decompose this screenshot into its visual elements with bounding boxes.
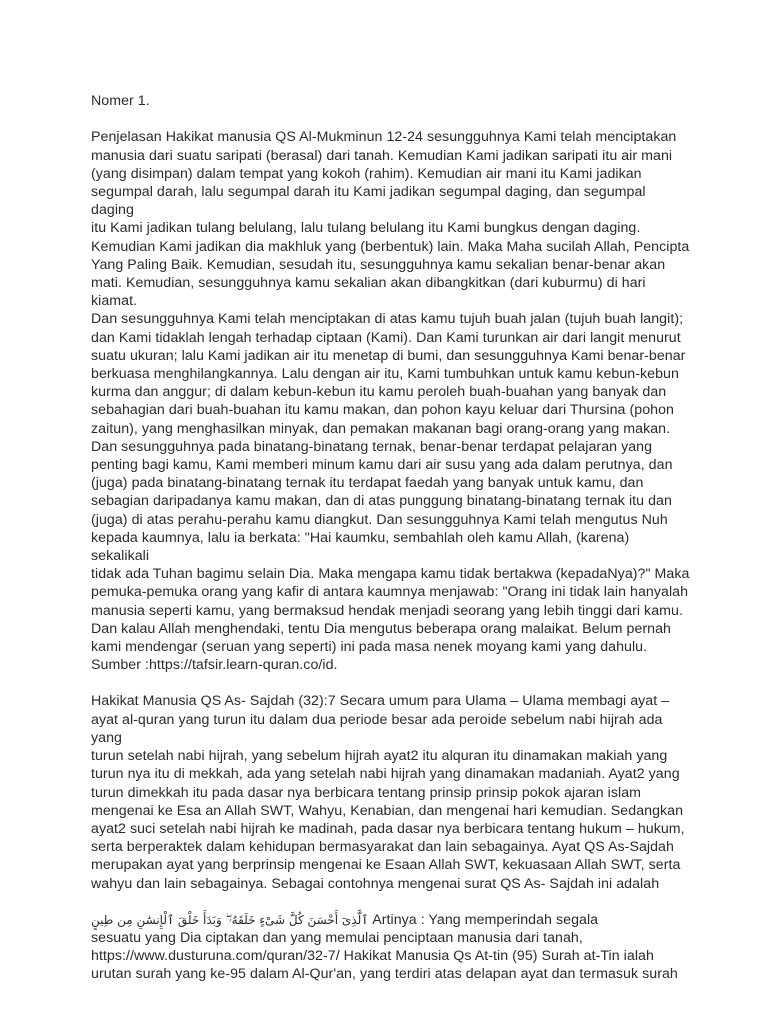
paragraph-al-mukminun: Penjelasan Hakikat manusia QS Al-Mukminun 12-24 sesungguhnya Kami telah menciptakan manusia dari suatu saripati (berasal) dari tanah. Kemudian Kami jadikan saripati itu air mani (yang disimpan) dalam tempat yang kokoh (rahim). Kemudian air mani itu Kami jadikan segumpal darah, lalu segumpal darah itu Kami jadikan segumpal daging, dan segumpal daging itu Kami jadikan tulang belulang, lalu tulang belulang itu Kami bungkus dengan daging. Kemudian Kami jadikan dia makhluk yang (berbentuk) lain. Maka Maha sucilah Allah, Pencipta Yang Paling Baik. Kemudian, sesudah itu, sesungguhnya kamu sekalian benar-benar akan mati. Kemudian, sesungguhnya kamu sekalian akan dibangkitkan (dari kuburmu) di hari kiamat. Dan sesungguhnya Kami telah menciptakan di atas kamu tujuh buah jalan (tujuh buah langit); dan Kami tidaklah lengah terhadap ciptaan (Kami). Dan Kami turunkan air dari langit menurut suatu ukuran; lalu Kami jadikan air itu menetap di bumi, dan sesungguhnya Kami benar-benar berkuasa menghilangkannya. Lalu dengan air itu, Kami tumbuhkan untuk kamu kebun-kebun kurma dan anggur; di dalam kebun-kebun itu kamu peroleh buah-buahan yang banyak dan sebahagian dari buah-buahan itu kamu makan, dan pohon kayu keluar dari Thursina (pohon zaitun), yang menghasilkan minyak, dan pemakan makanan bagi orang-orang yang makan. Dan sesungguhnya pada binatang-binatang ternak, benar-benar terdapat pelajaran yang penting bagi kamu, Kami memberi minum kamu dari air susu yang ada dalam perutnya, dan (juga) pada binatang-binatang ternak itu terdapat faedah yang banyak untuk kamu, dan sebagian daripadanya kamu makan, dan di atas punggung binatang-binatang ternak itu dan (juga) di atas perahu-perahu kamu diangkut. Dan sesungguhnya Kami telah mengutus Nuh kepada kaumnya, lalu ia berkata: "Hai kaumku, sembahlah oleh kamu Allah, (karena) sekalikali tidak ada Tuhan bagimu selain Dia. Maka mengapa kamu tidak bertakwa (kepadaNya)?" Maka pemuka-pemuka orang yang kafir di antara kaumnya menjawab: "Orang ini tidak lain hanyalah manusia seperti kamu, yang bermaksud hendak menjadi seorang yang lebih tinggi dari kamu. Dan kalau Allah menghendaki, tentu Dia mengutus beberapa orang malaikat. Belum pernah kami mendengar (seruan yang seperti) ini pada masa nenek moyang kami yang dahulu. Sumber :https://tafsir.learn-quran.co/id. [91,129,690,674]
document-page [91,92,691,1002]
paragraph-as-sajdah: Hakikat Manusia QS As- Sajdah (32):7 Secara umum para Ulama – Ulama membagi ayat – ayat al-quran yang turun itu dalam dua periode besar ada peroide sebelum nabi hijrah ada yang turun setelah nabi hijrah, yang sebelum hijrah ayat2 itu alquran itu dinamakan makiah yang turun nya itu di mekkah, ada yang setelah nabi hijrah yang dinamakan madaniah. Ayat2 yang turun dimekkah itu pada dasar nya berbicara tentang prinsip prinsip pokok ajaran islam mengenai ke Esa an Allah SWT, Wahyu, Kenabian, dan mengenai hari kemudian. Sedangkan ayat2 suci setelah nabi hijrah ke madinah, pada dasar nya berbicara tentang hukum – hukum, serta berperaktek dalam kehidupan bermasyarakat dan lain sebagainya. Ayat QS As-Sajdah merupakan ayat yang berprinsip mengenai ke Esaan Allah SWT, kekuasaan Allah SWT, serta wahyu dan lain sebagainya. Sebagai contohnya mengenai surat QS As- Sajdah ini adalah [91,693,685,892]
paragraph-artinya [91,911,691,984]
paragraph-artinya-text: Artinya : Yang memperindah segala sesuatu yang Dia ciptakan dan yang memulai penciptaan manusia dari tanah, https://www.dusturuna.com/quran/32-7/ Hakikat Manusia Qs At-tin (95) Surah at-Tin ialah urutan surah yang ke-95 dalam Al-Qur'an, yang terdiri atas delapan ayat dan termasuk surah [91,911,678,983]
arabic-verse: ٱلَّذِىٓ أَحْسَنَ كُلَّ شَىْءٍ خَلَقَهُۥ ۖ وَبَدَأَ خَلْقَ ٱلْإِنسَٰنِ مِن طِينٍ [91,912,369,927]
document-heading: Nomer 1. [91,93,150,109]
